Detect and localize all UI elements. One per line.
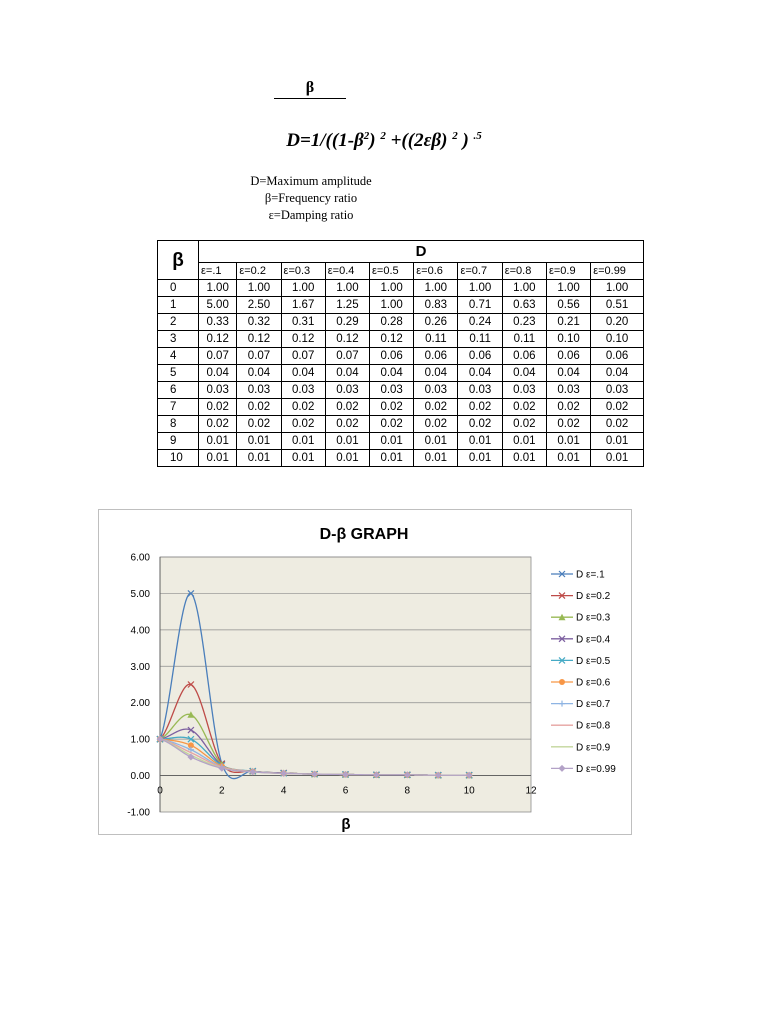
value-cell: 0.02 bbox=[414, 416, 458, 433]
value-cell: 0.11 bbox=[414, 331, 458, 348]
value-cell: 1.00 bbox=[591, 280, 644, 297]
legend-entry bbox=[551, 764, 616, 775]
value-cell: 0.03 bbox=[502, 382, 546, 399]
legend-label: D ε=0.5 bbox=[576, 655, 611, 667]
value-cell: 0.04 bbox=[199, 365, 237, 382]
legend-label: D ε=0.8 bbox=[576, 720, 611, 732]
value-cell: 1.67 bbox=[281, 297, 325, 314]
value-cell: 0.01 bbox=[325, 450, 369, 467]
beta-cell: 0 bbox=[158, 280, 199, 297]
legend-entry bbox=[551, 699, 611, 710]
value-cell: 0.32 bbox=[237, 314, 281, 331]
y-tick-label: 4.00 bbox=[130, 625, 150, 637]
value-cell: 0.04 bbox=[458, 365, 502, 382]
value-cell: 0.28 bbox=[370, 314, 414, 331]
beta-cell: 5 bbox=[158, 365, 199, 382]
value-cell: 0.29 bbox=[325, 314, 369, 331]
value-cell: 0.03 bbox=[370, 382, 414, 399]
value-cell: 0.06 bbox=[458, 348, 502, 365]
value-cell: 0.01 bbox=[325, 433, 369, 450]
x-tick-label: 6 bbox=[342, 785, 349, 797]
value-cell: 0.01 bbox=[281, 450, 325, 467]
legend-label: D ε=0.3 bbox=[576, 612, 611, 624]
value-cell: 0.01 bbox=[237, 433, 281, 450]
legend-label: D ε=0.2 bbox=[576, 591, 611, 603]
value-cell: 0.02 bbox=[502, 416, 546, 433]
value-cell: 0.01 bbox=[546, 450, 590, 467]
value-cell: 0.23 bbox=[502, 314, 546, 331]
formula-part: ) bbox=[369, 130, 376, 151]
value-cell: 0.12 bbox=[199, 331, 237, 348]
value-cell: 0.12 bbox=[281, 331, 325, 348]
value-cell: 1.00 bbox=[237, 280, 281, 297]
formula-part: +((2εβ) bbox=[390, 130, 448, 151]
column-header: ε=0.7 bbox=[458, 263, 502, 280]
value-cell: 0.33 bbox=[199, 314, 237, 331]
legend-label: D ε=0.99 bbox=[576, 763, 616, 775]
table-row bbox=[158, 399, 644, 416]
table-column-headers bbox=[158, 263, 644, 280]
column-header: ε=0.99 bbox=[591, 263, 644, 280]
column-header: ε=0.8 bbox=[502, 263, 546, 280]
definition-line: D=Maximum amplitude bbox=[250, 174, 372, 188]
column-header: ε=0.9 bbox=[546, 263, 590, 280]
value-cell: 0.02 bbox=[281, 416, 325, 433]
value-cell: 0.03 bbox=[458, 382, 502, 399]
column-header: ε=0.6 bbox=[414, 263, 458, 280]
legend-entry bbox=[551, 656, 611, 667]
value-cell: 0.31 bbox=[281, 314, 325, 331]
value-cell: 0.04 bbox=[370, 365, 414, 382]
legend-marker bbox=[559, 701, 565, 707]
value-cell: 0.01 bbox=[199, 433, 237, 450]
column-header: ε=0.2 bbox=[237, 263, 281, 280]
x-tick-label: 4 bbox=[280, 785, 287, 797]
value-cell: 1.00 bbox=[370, 280, 414, 297]
legend-entry bbox=[551, 742, 611, 753]
formula-exponent: 2 bbox=[363, 130, 370, 142]
value-cell: 0.04 bbox=[591, 365, 644, 382]
legend-entry bbox=[551, 591, 611, 602]
value-cell: 0.01 bbox=[414, 433, 458, 450]
formula-exponent: 2 bbox=[452, 130, 458, 142]
value-cell: 0.12 bbox=[370, 331, 414, 348]
value-cell: 0.06 bbox=[546, 348, 590, 365]
value-cell: 1.00 bbox=[281, 280, 325, 297]
value-cell: 0.02 bbox=[546, 399, 590, 416]
value-cell: 0.02 bbox=[370, 416, 414, 433]
definition-line: β=Frequency ratio bbox=[264, 191, 358, 205]
table-row bbox=[158, 331, 644, 348]
value-cell: 2.50 bbox=[237, 297, 281, 314]
beta-cell: 3 bbox=[158, 331, 199, 348]
value-cell: 0.02 bbox=[199, 399, 237, 416]
value-cell: 0.04 bbox=[502, 365, 546, 382]
column-header: ε=0.3 bbox=[281, 263, 325, 280]
table-row bbox=[158, 433, 644, 450]
value-cell: 0.20 bbox=[591, 314, 644, 331]
value-cell: 0.01 bbox=[546, 433, 590, 450]
value-cell: 0.02 bbox=[546, 416, 590, 433]
value-cell: 0.01 bbox=[414, 450, 458, 467]
value-cell: 0.02 bbox=[199, 416, 237, 433]
value-cell: 0.02 bbox=[414, 399, 458, 416]
table-row bbox=[158, 416, 644, 433]
amplitude-formula bbox=[0, 128, 768, 154]
x-tick-label: 0 bbox=[157, 785, 163, 797]
value-cell: 0.71 bbox=[458, 297, 502, 314]
x-tick-label: 12 bbox=[525, 785, 537, 797]
value-cell: 0.02 bbox=[281, 399, 325, 416]
value-cell: 1.00 bbox=[199, 280, 237, 297]
y-tick-label: 5.00 bbox=[130, 588, 150, 600]
beta-cell: 2 bbox=[158, 314, 199, 331]
legend-entry bbox=[551, 678, 611, 689]
legend-entry bbox=[551, 634, 611, 645]
value-cell: 0.01 bbox=[591, 450, 644, 467]
value-cell: 0.01 bbox=[370, 450, 414, 467]
chart-area bbox=[98, 509, 632, 835]
value-cell: 0.83 bbox=[414, 297, 458, 314]
legend-label: D ε=.1 bbox=[576, 569, 605, 581]
table-row bbox=[158, 382, 644, 399]
value-cell: 0.01 bbox=[237, 450, 281, 467]
value-cell: 0.02 bbox=[325, 416, 369, 433]
value-cell: 0.02 bbox=[325, 399, 369, 416]
variable-definitions bbox=[0, 173, 622, 224]
table-row bbox=[158, 314, 644, 331]
value-cell: 0.12 bbox=[325, 331, 369, 348]
value-cell: 0.10 bbox=[591, 331, 644, 348]
d-beta-chart bbox=[99, 510, 631, 834]
beta-cell: 7 bbox=[158, 399, 199, 416]
value-cell: 0.03 bbox=[237, 382, 281, 399]
definition-line: ε=Damping ratio bbox=[268, 208, 354, 222]
value-cell: 1.00 bbox=[370, 297, 414, 314]
y-tick-label: -1.00 bbox=[127, 807, 150, 819]
page-heading: β bbox=[274, 78, 346, 99]
value-cell: 0.03 bbox=[199, 382, 237, 399]
legend-marker bbox=[559, 765, 566, 772]
formula-exponent: .5 bbox=[473, 130, 482, 142]
value-cell: 0.04 bbox=[281, 365, 325, 382]
value-cell: 0.06 bbox=[591, 348, 644, 365]
value-cell: 0.03 bbox=[414, 382, 458, 399]
value-cell: 0.10 bbox=[546, 331, 590, 348]
amplitude-table bbox=[157, 240, 644, 467]
formula-lhs: D=1/((1-β bbox=[286, 130, 364, 151]
value-cell: 0.07 bbox=[325, 348, 369, 365]
chart-title: D-β GRAPH bbox=[319, 526, 409, 543]
value-cell: 0.02 bbox=[458, 399, 502, 416]
value-cell: 0.02 bbox=[591, 416, 644, 433]
value-cell: 1.00 bbox=[458, 280, 502, 297]
beta-cell: 8 bbox=[158, 416, 199, 433]
value-cell: 1.00 bbox=[414, 280, 458, 297]
beta-cell: 10 bbox=[158, 450, 199, 467]
y-tick-label: 2.00 bbox=[130, 698, 150, 710]
value-cell: 0.51 bbox=[591, 297, 644, 314]
beta-cell: 6 bbox=[158, 382, 199, 399]
value-cell: 0.11 bbox=[502, 331, 546, 348]
value-cell: 0.01 bbox=[199, 450, 237, 467]
y-tick-label: 1.00 bbox=[130, 734, 150, 746]
column-header: ε=0.4 bbox=[325, 263, 369, 280]
legend-label: D ε=0.9 bbox=[576, 742, 611, 754]
value-cell: 1.25 bbox=[325, 297, 369, 314]
legend-entry bbox=[551, 613, 611, 624]
legend-label: D ε=0.4 bbox=[576, 634, 611, 646]
value-cell: 0.01 bbox=[458, 433, 502, 450]
beta-cell: 9 bbox=[158, 433, 199, 450]
value-cell: 0.03 bbox=[591, 382, 644, 399]
value-cell: 0.12 bbox=[237, 331, 281, 348]
value-cell: 1.00 bbox=[502, 280, 546, 297]
value-cell: 0.03 bbox=[325, 382, 369, 399]
value-cell: 5.00 bbox=[199, 297, 237, 314]
value-cell: 1.00 bbox=[325, 280, 369, 297]
value-cell: 0.01 bbox=[370, 433, 414, 450]
value-cell: 0.01 bbox=[458, 450, 502, 467]
table-row-header: β bbox=[158, 241, 199, 280]
value-cell: 0.03 bbox=[546, 382, 590, 399]
value-cell: 0.02 bbox=[237, 416, 281, 433]
table-row bbox=[158, 280, 644, 297]
value-cell: 0.02 bbox=[370, 399, 414, 416]
table-group-header: D bbox=[199, 241, 644, 263]
value-cell: 0.06 bbox=[414, 348, 458, 365]
y-tick-label: 0.00 bbox=[130, 771, 150, 783]
value-cell: 0.07 bbox=[199, 348, 237, 365]
legend-entry bbox=[551, 721, 611, 732]
value-cell: 0.01 bbox=[502, 433, 546, 450]
value-cell: 0.07 bbox=[281, 348, 325, 365]
value-cell: 0.01 bbox=[281, 433, 325, 450]
legend-label: D ε=0.7 bbox=[576, 699, 611, 711]
y-tick-label: 3.00 bbox=[130, 661, 150, 673]
value-cell: 0.04 bbox=[546, 365, 590, 382]
table-row bbox=[158, 365, 644, 382]
value-cell: 0.06 bbox=[370, 348, 414, 365]
table-row bbox=[158, 348, 644, 365]
value-cell: 0.04 bbox=[414, 365, 458, 382]
beta-cell: 1 bbox=[158, 297, 199, 314]
formula-part: ) bbox=[462, 130, 469, 151]
value-cell: 0.01 bbox=[591, 433, 644, 450]
value-cell: 0.11 bbox=[458, 331, 502, 348]
value-cell: 0.02 bbox=[237, 399, 281, 416]
value-cell: 0.56 bbox=[546, 297, 590, 314]
value-cell: 0.21 bbox=[546, 314, 590, 331]
value-cell: 0.04 bbox=[237, 365, 281, 382]
table-row bbox=[158, 450, 644, 467]
beta-cell: 4 bbox=[158, 348, 199, 365]
formula-exponent: 2 bbox=[380, 130, 386, 142]
column-header: ε=.1 bbox=[199, 263, 237, 280]
legend-label: D ε=0.6 bbox=[576, 677, 611, 689]
value-cell: 1.00 bbox=[546, 280, 590, 297]
value-cell: 0.24 bbox=[458, 314, 502, 331]
value-cell: 0.63 bbox=[502, 297, 546, 314]
legend bbox=[551, 570, 616, 775]
x-tick-label: 8 bbox=[404, 785, 411, 797]
value-cell: 0.04 bbox=[325, 365, 369, 382]
value-cell: 0.02 bbox=[502, 399, 546, 416]
value-cell: 0.02 bbox=[458, 416, 502, 433]
x-tick-label: 2 bbox=[219, 785, 225, 797]
value-cell: 0.02 bbox=[591, 399, 644, 416]
legend-entry bbox=[551, 570, 605, 581]
value-cell: 0.03 bbox=[281, 382, 325, 399]
column-header: ε=0.5 bbox=[370, 263, 414, 280]
value-cell: 0.01 bbox=[502, 450, 546, 467]
x-axis-label: β bbox=[341, 816, 351, 833]
legend-marker bbox=[559, 679, 565, 685]
value-cell: 0.06 bbox=[502, 348, 546, 365]
x-tick-label: 10 bbox=[463, 785, 475, 797]
value-cell: 0.07 bbox=[237, 348, 281, 365]
value-cell: 0.26 bbox=[414, 314, 458, 331]
y-tick-label: 6.00 bbox=[130, 552, 150, 564]
table-row bbox=[158, 297, 644, 314]
